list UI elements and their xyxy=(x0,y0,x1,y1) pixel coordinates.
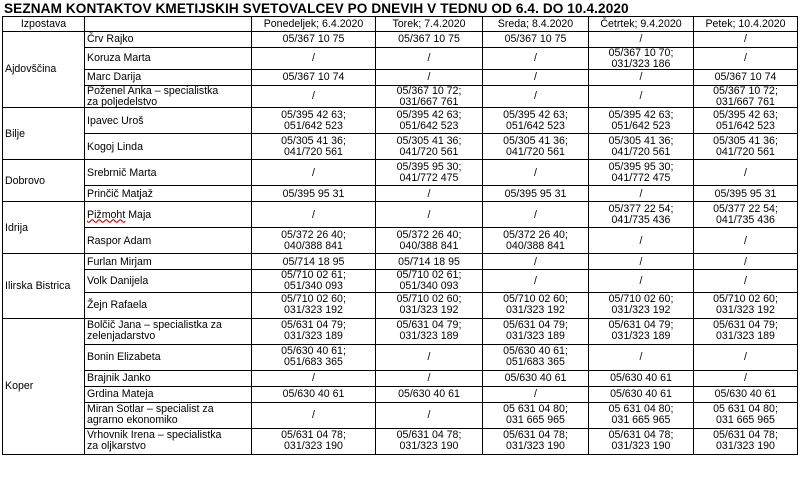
advisor-name: Poženel Anka – specialistka za poljedelstvo xyxy=(85,86,252,108)
advisor-name: Vrhovnik Irena – specialistka za oljkarstvo xyxy=(85,428,252,454)
phone-cell: 05/631 04 79; 031/323 189 xyxy=(694,318,798,344)
phone-cell: / xyxy=(376,70,483,86)
phone-cell: / xyxy=(589,270,694,292)
table-row xyxy=(3,370,798,386)
table-row xyxy=(3,134,798,160)
phone-cell: 05/710 02 61; 051/340 093 xyxy=(376,270,483,292)
advisor-name: Brajnik Janko xyxy=(85,370,252,386)
phone-cell: 05/395 95 31 xyxy=(694,186,798,202)
page-title: SEZNAM KONTAKTOV KMETIJSKIH SVETOVALCEV PO DNEVIH V TEDNU OD 6.4. DO 10.4.2020 xyxy=(4,1,629,16)
phone-cell: 05/710 02 61; 051/340 093 xyxy=(252,270,376,292)
phone-cell: / xyxy=(694,228,798,254)
table-row xyxy=(3,70,798,86)
advisor-name: Žejn Rafaela xyxy=(85,292,252,318)
phone-cell: 05/710 02 60; 031/323 192 xyxy=(252,292,376,318)
phone-cell: / xyxy=(483,202,589,228)
table-row xyxy=(3,402,798,428)
phone-cell: 05/630 40 61 xyxy=(589,386,694,402)
phone-cell: 05/710 02 60; 031/323 192 xyxy=(376,292,483,318)
advisor-name: Koruza Marta xyxy=(85,48,252,70)
header-row xyxy=(3,17,798,32)
table-row xyxy=(3,186,798,202)
advisor-name: Miran Sotlar – specialist za agrarno ekonomiko xyxy=(85,402,252,428)
advisor-name: Volk Danijela xyxy=(85,270,252,292)
office-name: Ajdovščina xyxy=(3,32,85,108)
phone-cell: 05/367 10 75 xyxy=(483,32,589,48)
advisor-name: Pižmoht Maja xyxy=(85,202,252,228)
spellcheck-underline: Pižmoht xyxy=(87,208,126,221)
phone-cell: / xyxy=(483,70,589,86)
phone-cell: 05/367 10 74 xyxy=(694,70,798,86)
table-row xyxy=(3,270,798,292)
phone-cell: 05/630 40 61 xyxy=(694,386,798,402)
phone-cell: 05/631 04 79; 031/323 189 xyxy=(589,318,694,344)
phone-cell: 05/372 26 40; 040/388 841 xyxy=(376,228,483,254)
phone-cell: 05/367 10 72; 031/667 761 xyxy=(694,86,798,108)
phone-cell: 05/305 41 36; 041/720 561 xyxy=(694,134,798,160)
phone-cell: / xyxy=(694,370,798,386)
phone-cell: 05/395 95 31 xyxy=(483,186,589,202)
phone-cell: 05/395 42 63; 051/642 523 xyxy=(589,108,694,134)
phone-cell: / xyxy=(589,86,694,108)
phone-cell: / xyxy=(589,254,694,270)
phone-cell: 05/631 04 79; 031/323 189 xyxy=(376,318,483,344)
phone-cell: / xyxy=(483,160,589,186)
phone-cell: / xyxy=(252,370,376,386)
phone-cell: 05/710 02 60; 031/323 192 xyxy=(483,292,589,318)
advisor-name: Prinčič Matjaž xyxy=(85,186,252,202)
table-row xyxy=(3,32,798,48)
phone-cell: 05/305 41 36; 041/720 561 xyxy=(589,134,694,160)
phone-cell: 05/305 41 36; 041/720 561 xyxy=(376,134,483,160)
phone-cell: 05/395 42 63; 051/642 523 xyxy=(252,108,376,134)
phone-cell: / xyxy=(589,344,694,370)
phone-cell: 05/631 04 78; 031/323 190 xyxy=(694,428,798,454)
advisor-name: Grdina Mateja xyxy=(85,386,252,402)
header-day: Četrtek; 9.4.2020 xyxy=(589,17,694,32)
advisor-name: Srebrnič Marta xyxy=(85,160,252,186)
phone-cell: 05/631 04 78; 031/323 190 xyxy=(483,428,589,454)
phone-cell: / xyxy=(483,86,589,108)
phone-cell: 05/372 26 40; 040/388 841 xyxy=(252,228,376,254)
phone-cell: 05/631 04 79; 031/323 189 xyxy=(252,318,376,344)
table-row xyxy=(3,318,798,344)
advisor-name: Marc Darija xyxy=(85,70,252,86)
table-row xyxy=(3,48,798,70)
advisor-name: Črv Rajko xyxy=(85,32,252,48)
phone-cell: 05/367 10 72; 031/667 761 xyxy=(376,86,483,108)
phone-cell: 05 631 04 80; 031 665 965 xyxy=(483,402,589,428)
phone-cell: 05/630 40 61; 051/683 365 xyxy=(252,344,376,370)
advisor-name: Raspor Adam xyxy=(85,228,252,254)
phone-cell: / xyxy=(589,228,694,254)
phone-cell: 05/714 18 95 xyxy=(376,254,483,270)
phone-cell: / xyxy=(694,160,798,186)
advisor-name: Bonin Elizabeta xyxy=(85,344,252,370)
phone-cell: / xyxy=(694,32,798,48)
table-row xyxy=(3,202,798,228)
phone-cell: 05/367 10 70; 031/323 186 xyxy=(589,48,694,70)
table-row xyxy=(3,228,798,254)
phone-cell: 05/631 04 78; 031/323 190 xyxy=(252,428,376,454)
phone-cell: 05 631 04 80; 031 665 965 xyxy=(694,402,798,428)
phone-cell: 05/395 95 30; 041/772 475 xyxy=(589,160,694,186)
phone-cell: / xyxy=(589,70,694,86)
header-office: Izpostava xyxy=(3,17,85,32)
phone-cell: 05/631 04 78; 031/323 190 xyxy=(589,428,694,454)
office-name: Koper xyxy=(3,318,85,454)
phone-cell: 05/710 02 60; 031/323 192 xyxy=(694,292,798,318)
table-row xyxy=(3,386,798,402)
header-day: Torek; 7.4.2020 xyxy=(376,17,483,32)
phone-cell: / xyxy=(694,254,798,270)
phone-cell: 05/714 18 95 xyxy=(252,254,376,270)
phone-cell: 05/395 95 30; 041/772 475 xyxy=(376,160,483,186)
phone-cell: / xyxy=(589,186,694,202)
phone-cell: 05/372 26 40; 040/388 841 xyxy=(483,228,589,254)
phone-cell: / xyxy=(589,32,694,48)
phone-cell: / xyxy=(252,202,376,228)
header-day: Petek; 10.4.2020 xyxy=(694,17,798,32)
phone-cell: 05/631 04 78; 031/323 190 xyxy=(376,428,483,454)
phone-cell: 05/367 10 75 xyxy=(376,32,483,48)
phone-cell: / xyxy=(376,202,483,228)
advisor-name: Ipavec Uroš xyxy=(85,108,252,134)
phone-cell: / xyxy=(694,344,798,370)
phone-cell: / xyxy=(376,370,483,386)
table-row xyxy=(3,428,798,454)
phone-cell: 05/631 04 79; 031/323 189 xyxy=(483,318,589,344)
table-body xyxy=(3,32,798,455)
phone-cell: 05/395 95 31 xyxy=(252,186,376,202)
office-name: Bilje xyxy=(3,108,85,160)
office-name: Dobrovo xyxy=(3,160,85,202)
phone-cell: / xyxy=(694,48,798,70)
phone-cell: 05/395 42 63; 051/642 523 xyxy=(483,108,589,134)
phone-cell: / xyxy=(483,254,589,270)
phone-cell: / xyxy=(252,86,376,108)
phone-cell: / xyxy=(694,270,798,292)
table-row xyxy=(3,108,798,134)
phone-cell: 05/630 40 61; 051/683 365 xyxy=(483,344,589,370)
phone-cell: 05/305 41 36; 041/720 561 xyxy=(483,134,589,160)
advisor-name: Bolčič Jana – specialistka za zelenjadarstvo xyxy=(85,318,252,344)
phone-cell: / xyxy=(252,48,376,70)
phone-cell: / xyxy=(376,344,483,370)
table-row xyxy=(3,254,798,270)
office-name: Idrija xyxy=(3,202,85,254)
phone-cell: 05/367 10 75 xyxy=(252,32,376,48)
phone-cell: 05/630 40 61 xyxy=(483,370,589,386)
phone-cell: 05/305 41 36; 041/720 561 xyxy=(252,134,376,160)
phone-cell: / xyxy=(376,48,483,70)
table-row xyxy=(3,160,798,186)
header-person xyxy=(85,17,252,32)
phone-cell: 05 631 04 80; 031 665 965 xyxy=(589,402,694,428)
contacts-table xyxy=(2,16,798,455)
phone-cell: / xyxy=(483,270,589,292)
phone-cell: / xyxy=(483,48,589,70)
phone-cell: 05/377 22 54; 041/735 436 xyxy=(694,202,798,228)
advisor-name: Furlan Mirjam xyxy=(85,254,252,270)
phone-cell: / xyxy=(376,186,483,202)
header-day: Ponedeljek; 6.4.2020 xyxy=(252,17,376,32)
phone-cell: / xyxy=(483,386,589,402)
header-day: Sreda; 8.4.2020 xyxy=(483,17,589,32)
phone-cell: / xyxy=(376,402,483,428)
table-row xyxy=(3,344,798,370)
phone-cell: 05/395 42 63; 051/642 523 xyxy=(694,108,798,134)
phone-cell: 05/630 40 61 xyxy=(376,386,483,402)
phone-cell: / xyxy=(252,402,376,428)
phone-cell: / xyxy=(252,160,376,186)
phone-cell: 05/630 40 61 xyxy=(252,386,376,402)
phone-cell: 05/377 22 54; 041/735 436 xyxy=(589,202,694,228)
phone-cell: 05/630 40 61 xyxy=(589,370,694,386)
phone-cell: 05/395 42 63; 051/642 523 xyxy=(376,108,483,134)
table-row xyxy=(3,292,798,318)
advisor-name: Kogoj Linda xyxy=(85,134,252,160)
phone-cell: 05/710 02 60; 031/323 192 xyxy=(589,292,694,318)
phone-cell: 05/367 10 74 xyxy=(252,70,376,86)
office-name: Ilirska Bistrica xyxy=(3,254,85,318)
table-row xyxy=(3,86,798,108)
